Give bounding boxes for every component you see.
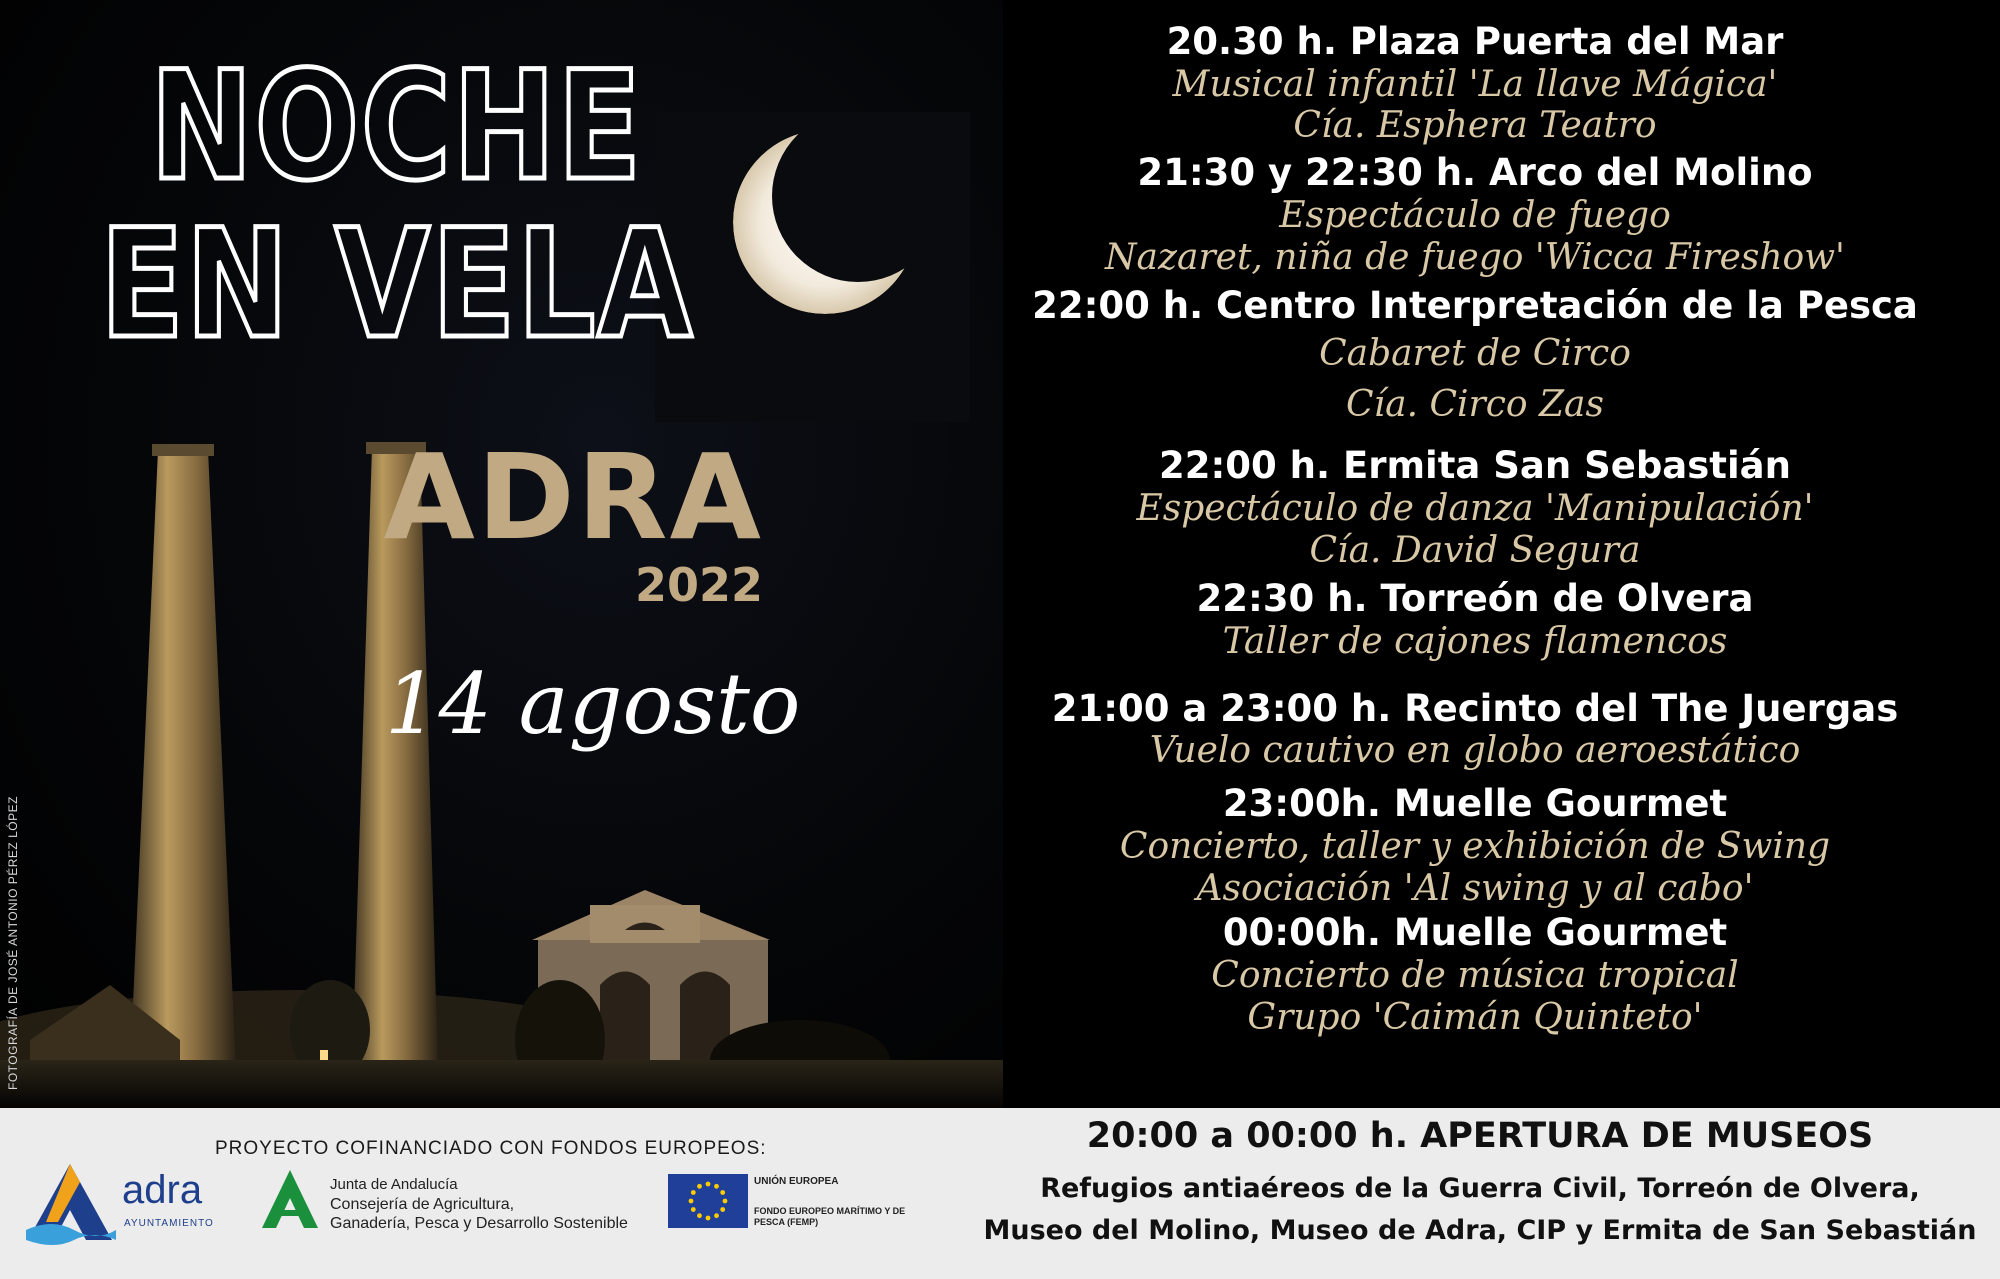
event-heading: 22:00 h. Ermita San Sebastián (1159, 444, 1791, 488)
junta-line-1: Junta de Andalucía (330, 1176, 458, 1193)
event-item (950, 151, 2000, 278)
eu-flag-icon (668, 1174, 748, 1228)
event-year: 2022 (634, 558, 763, 612)
event-detail: Musical infantil 'La llave Mágica' (1172, 63, 1778, 105)
adra-logo-sub: AYUNTAMIENTO (124, 1218, 214, 1229)
museums-list-line-2: Museo del Molino, Museo de Adra, CIP y Ermita de San Sebastián (983, 1214, 1977, 1246)
event-heading: 23:00h. Muelle Gourmet (1222, 782, 1728, 826)
photo-credit: FOTOGRAFÍA DE JOSÉ ANTONIO PÉREZ LÓPEZ (6, 796, 20, 1090)
museums-section (960, 1108, 2000, 1252)
event-item (950, 577, 2000, 662)
junta-andalucia-icon (258, 1168, 322, 1232)
event-item (950, 911, 2000, 1038)
event-detail: Asociación 'Al swing y al cabo' (1196, 867, 1754, 909)
adra-council-logo (22, 1160, 222, 1252)
event-item (950, 444, 2000, 571)
event-detail: Concierto, taller y exhibición de Swing (1119, 825, 1831, 867)
event-heading: 22:30 h. Torreón de Olvera (1196, 577, 1754, 621)
junta-andalucia-logo (258, 1168, 658, 1258)
adra-logo-icon (22, 1160, 118, 1252)
title-line-1: NOCHE (150, 40, 643, 214)
moon-crescent (733, 130, 917, 314)
title-line-2: EN VELA (100, 198, 695, 372)
poster-photo (0, 0, 1003, 1108)
event-detail: Cía. Esphera Teatro (1293, 105, 1657, 147)
event-heading: 00:00h. Muelle Gourmet (1222, 911, 1728, 955)
event-date: 14 agosto (385, 655, 801, 753)
event-item (950, 20, 2000, 147)
event-detail: Grupo 'Caimán Quinteto' (1247, 996, 1703, 1038)
eu-line-1: UNIÓN EUROPEA (754, 1176, 839, 1187)
museums-heading: 20:00 a 00:00 h. APERTURA DE MUSEOS (1086, 1116, 1874, 1156)
event-heading: 20.30 h. Plaza Puerta del Mar (1166, 20, 1784, 63)
event-item (950, 284, 2000, 430)
junta-line-2: Consejería de Agricultura, (330, 1196, 515, 1213)
event-heading: 22:00 h. Centro Interpretación de la Pesca (1032, 284, 1918, 328)
eu-logo (668, 1174, 918, 1244)
event-item (950, 782, 2000, 909)
eu-line-2: FONDO EUROPEO MARÍTIMO Y DE PESCA (FEMP) (754, 1206, 906, 1228)
event-item (950, 687, 2000, 772)
cofinanced-label: PROYECTO COFINANCIADO CON FONDOS EUROPEOS: (215, 1138, 767, 1159)
footer-bar (0, 1108, 2000, 1279)
event-detail: Taller de cajones flamencos (1222, 621, 1728, 662)
event-detail: Cía. David Segura (1309, 529, 1641, 571)
event-detail: Espectáculo de fuego (1279, 194, 1671, 236)
chimney-left (130, 450, 236, 1070)
event-heading: 21:30 y 22:30 h. Arco del Molino (1137, 151, 1813, 195)
event-detail: Nazaret, niña de fuego 'Wicca Fireshow' (1105, 236, 1845, 278)
event-detail: Cabaret de Circo (1319, 332, 1631, 374)
event-detail: Concierto de música tropical (1211, 954, 1739, 996)
event-program (950, 20, 2000, 1108)
junta-line-3: Ganadería, Pesca y Desarrollo Sostenible (330, 1215, 628, 1232)
adra-logo-name: adra (122, 1168, 203, 1212)
museums-list-line-1: Refugios antiaéreos de la Guerra Civil, Torreón de Olvera, (1040, 1173, 1920, 1204)
event-detail: Cía. Circo Zas (1346, 384, 1604, 426)
event-detail: Vuelo cautivo en globo aeroestático (1149, 730, 1801, 772)
event-detail: Espectáculo de danza 'Manipulación' (1136, 487, 1814, 529)
event-heading: 21:00 a 23:00 h. Recinto del The Juergas (1051, 686, 1899, 730)
city-name: ADRA (383, 428, 763, 566)
